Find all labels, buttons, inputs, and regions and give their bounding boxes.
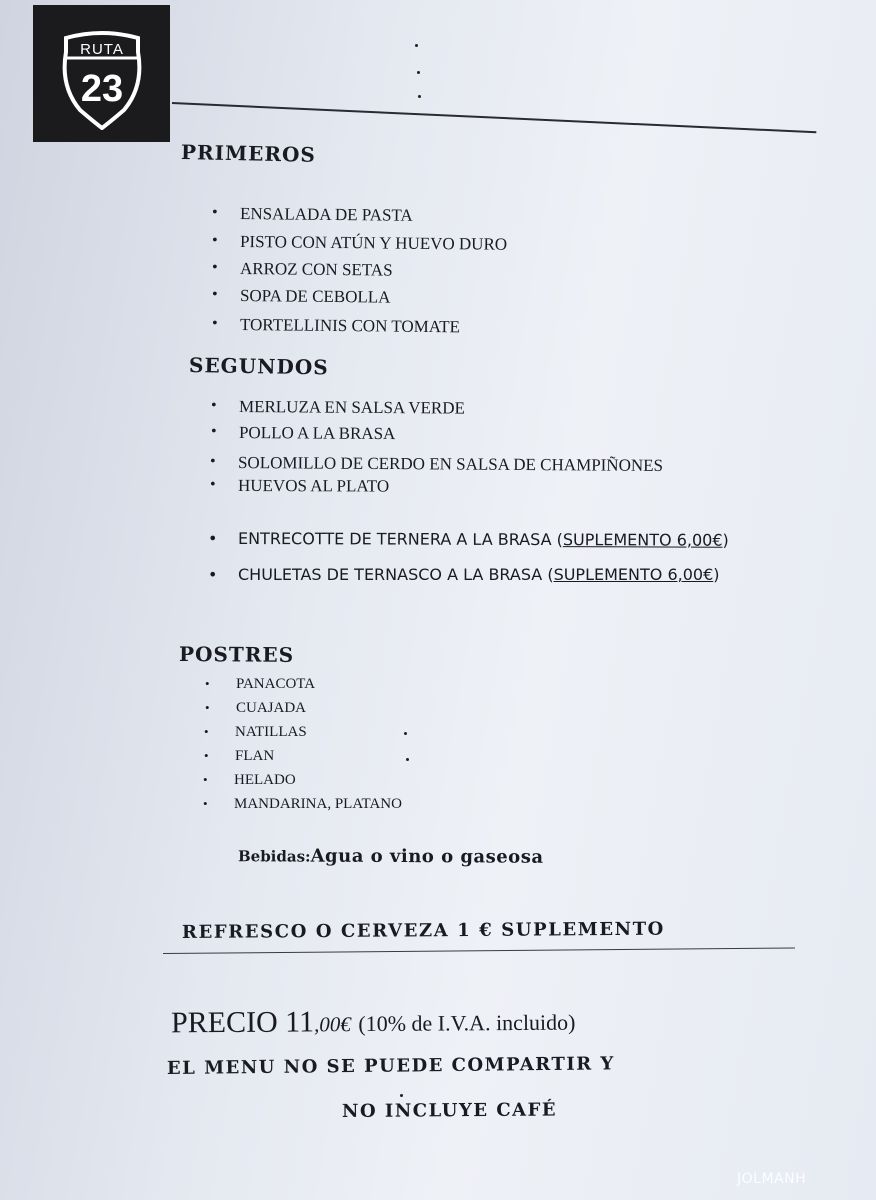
price-line — [171, 1004, 576, 1041]
extra-name: ENTRECOTTE DE TERNERA A LA BRASA — [237, 529, 552, 550]
list-item: • PISTO CON ATÚN Y HUEVO DURO — [240, 232, 507, 255]
supplement-label: SUPLEMENTO 6,00€ — [553, 565, 714, 584]
section-title-primeros: PRIMEROS — [180, 140, 317, 167]
list-item-extra: • CHULETAS DE TERNASCO A LA BRASA (SUPLEMENTO 6,00€) — [238, 565, 720, 584]
list-item: • ENSALADA DE PASTA — [240, 204, 413, 226]
list-item-extra: • ENTRECOTTE DE TERNERA A LA BRASA (SUPLEMENTO 6,00€) — [238, 529, 729, 550]
list-item: • TORTELLINIS CON TOMATE — [240, 315, 460, 337]
note-line-2: NO INCLUYE CAFÉ — [341, 1099, 558, 1122]
vat-note: (10% de I.V.A. incluido) — [358, 1009, 576, 1037]
logo-number: 23 — [80, 68, 124, 110]
top-divider — [172, 102, 816, 133]
supplement-label: SUPLEMENTO 6,00€ — [562, 530, 723, 550]
list-item: • ARROZ CON SETAS — [240, 259, 393, 281]
price-cents: ,00€ — [314, 1012, 351, 1037]
ink-speck — [400, 1094, 403, 1097]
ink-speck — [418, 95, 421, 98]
drinks-line — [238, 845, 544, 868]
list-item: • MANDARINA, PLATANO — [234, 796, 402, 813]
logo-ruta-text: RUTA — [80, 41, 124, 58]
price-label: PRECIO 11 — [170, 1005, 315, 1040]
watermark: JOLMANH — [737, 1171, 807, 1187]
ink-speck — [415, 44, 418, 47]
ink-speck — [404, 732, 407, 735]
drinks-label: Bebidas: — [237, 847, 311, 866]
section-title-postres: POSTRES — [178, 642, 295, 667]
extra-name: CHULETAS DE TERNASCO A LA BRASA — [238, 565, 543, 584]
list-item: • CUAJADA — [236, 700, 306, 717]
list-item: • MERLUZA EN SALSA VERDE — [239, 397, 465, 419]
ruta-23-logo — [33, 5, 170, 142]
ink-speck — [417, 71, 420, 74]
list-item: • HUEVOS AL PLATO — [238, 476, 389, 497]
refresco-supplement: REFRESCO O CERVEZA 1 € SUPLEMENTO — [181, 918, 665, 943]
list-item: • SOLOMILLO DE CERDO EN SALSA DE CHAMPIÑONES — [238, 453, 663, 476]
section-title-segundos: SEGUNDOS — [188, 353, 329, 380]
list-item: • NATILLAS — [235, 724, 307, 741]
note-line-1: EL MENU NO SE PUEDE COMPARTIR Y — [166, 1053, 615, 1079]
ink-speck — [406, 758, 409, 761]
list-item: • PANACOTA — [236, 676, 315, 693]
list-item: • FLAN — [235, 748, 274, 765]
drinks-value: Agua o vino o gaseosa — [310, 845, 544, 868]
list-item: • HELADO — [234, 772, 296, 789]
list-item: • SOPA DE CEBOLLA — [240, 286, 391, 308]
bottom-divider — [163, 947, 795, 954]
list-item: • POLLO A LA BRASA — [239, 423, 395, 444]
